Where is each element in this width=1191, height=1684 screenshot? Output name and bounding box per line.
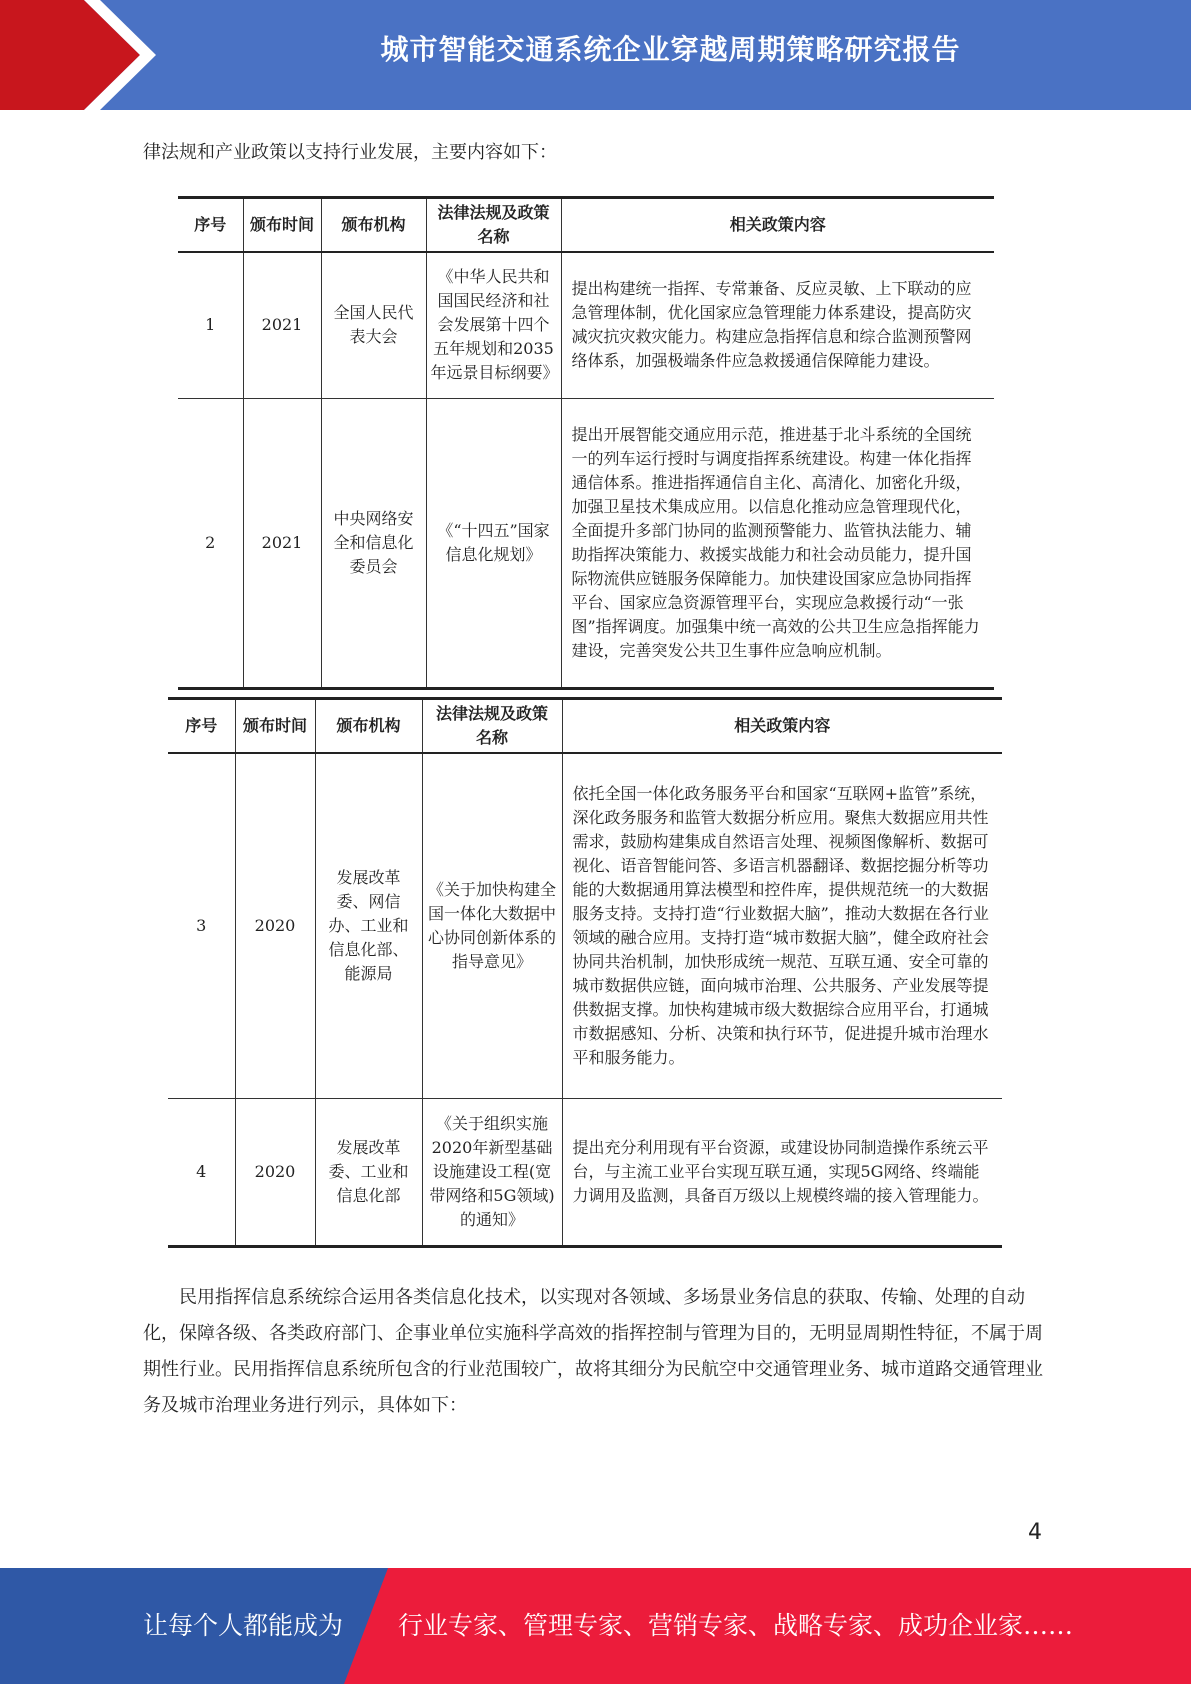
cell-time: 2020	[235, 753, 315, 1098]
cell-content: 提出充分利用现有平台资源，或建设协同制造操作系统云平台，与主流工业平台实现互联互通，实现5G网络、终端能力调用及监测，具备百万级以上规模终端的接入管理能力。	[562, 1098, 1002, 1246]
cell-org: 全国人民代表大会	[321, 252, 426, 398]
policy-table-1	[178, 196, 994, 690]
header-org: 颁布机构	[321, 198, 426, 253]
table-row	[178, 398, 994, 688]
table-row	[168, 753, 1002, 1098]
cell-no: 4	[168, 1098, 235, 1246]
cell-no: 2	[178, 398, 243, 688]
cell-org: 发展改革委、工业和信息化部	[315, 1098, 422, 1246]
table-header-row	[168, 699, 1002, 754]
table-row	[168, 1098, 1002, 1246]
table-row	[178, 252, 994, 398]
intro-paragraph: 律法规和产业政策以支持行业发展，主要内容如下：	[143, 142, 557, 163]
header-no: 序号	[178, 198, 243, 253]
header-time: 颁布时间	[235, 699, 315, 754]
cell-name: 《“十四五”国家信息化规划》	[426, 398, 561, 688]
footer-slogan-left: 让每个人都能成为	[143, 1611, 344, 1640]
header-org: 颁布机构	[315, 699, 422, 754]
table-header-row	[178, 198, 994, 253]
cell-name: 《关于组织实施2020年新型基础设施建设工程(宽带网络和5G领域)的通知》	[422, 1098, 562, 1246]
header-name: 法律法规及政策名称	[422, 699, 562, 754]
header-content: 相关政策内容	[561, 198, 994, 253]
cell-time: 2021	[243, 398, 321, 688]
cell-no: 3	[168, 753, 235, 1098]
report-title: 城市智能交通系统企业穿越周期策略研究报告	[380, 33, 961, 66]
header-no: 序号	[168, 699, 235, 754]
cell-name: 《中华人民共和国国民经济和社会发展第十四个五年规划和2035年远景目标纲要》	[426, 252, 561, 398]
header-time: 颁布时间	[243, 198, 321, 253]
cell-content: 提出开展智能交通应用示范，推进基于北斗系统的全国统一的列车运行授时与调度指挥系统建设。构建一体化指挥通信体系。推进指挥通信自主化、高清化、加密化升级，加强卫星技术集成应用。以信息化推动应急管理现代化，全面提升多部门协同的监测预警能力、监管执法能力、辅助指挥决策能力、救援实战能力和社会动员能力，提升国际物流供应链服务保障能力。加快建设国家应急协同指挥平台、国家应急资源管理平台，实现应急救援行动“一张图”指挥调度。加强集中统一高效的公共卫生应急指挥能力建设，完善突发公共卫生事件应急响应机制。	[561, 398, 994, 688]
header-content: 相关政策内容	[562, 699, 1002, 754]
cell-time: 2020	[235, 1098, 315, 1246]
policy-table-2	[168, 697, 1002, 1248]
body-paragraph: 民用指挥信息系统综合运用各类信息化技术，以实现对各领域、多场景业务信息的获取、传输、处理的自动化，保障各级、各类政府部门、企事业单位实施科学高效的指挥控制与管理为目的，无明显周期性特征，不属于周期性行业。民用指挥信息系统所包含的行业范围较广，故将其细分为民航空中交通管理业务、城市道路交通管理业务及城市治理业务进行列示，具体如下：	[143, 1287, 1043, 1416]
page-number: 4	[1028, 1520, 1042, 1545]
footer-slogan-right: 行业专家、管理专家、营销专家、战略专家、成功企业家……	[398, 1611, 1074, 1640]
cell-no: 1	[178, 252, 243, 398]
footer-banner	[0, 1568, 1191, 1684]
header-name: 法律法规及政策名称	[426, 198, 561, 253]
cell-org: 发展改革委、网信办、工业和信息化部、能源局	[315, 753, 422, 1098]
cell-content: 依托全国一体化政务服务平台和国家“互联网+监管”系统，深化政务服务和监管大数据分析应用。聚焦大数据应用共性需求，鼓励构建集成自然语言处理、视频图像解析、数据可视化、语音智能问答、多语言机器翻译、数据挖掘分析等功能的大数据通用算法模型和控件库，提供规范统一的大数据服务支持。支持打造“行业数据大脑”，推动大数据在各行业领域的融合应用。支持打造“城市数据大脑”，健全政府社会协同共治机制，加快形成统一规范、互联互通、安全可靠的城市数据供应链，面向城市治理、公共服务、产业发展等提供数据支撑。加快构建城市级大数据综合应用平台，打通城市数据感知、分析、决策和执行环节，促进提升城市治理水平和服务能力。	[562, 753, 1002, 1098]
cell-org: 中央网络安全和信息化委员会	[321, 398, 426, 688]
cell-content: 提出构建统一指挥、专常兼备、反应灵敏、上下联动的应急管理体制，优化国家应急管理能力体系建设，提高防灾减灾抗灾救灾能力。构建应急指挥信息和综合监测预警网络体系，加强极端条件应急救援通信保障能力建设。	[561, 252, 994, 398]
cell-name: 《关于加快构建全国一体化大数据中心协同创新体系的指导意见》	[422, 753, 562, 1098]
header-red-chevron	[0, 0, 150, 110]
cell-time: 2021	[243, 252, 321, 398]
header-banner	[0, 0, 1191, 110]
